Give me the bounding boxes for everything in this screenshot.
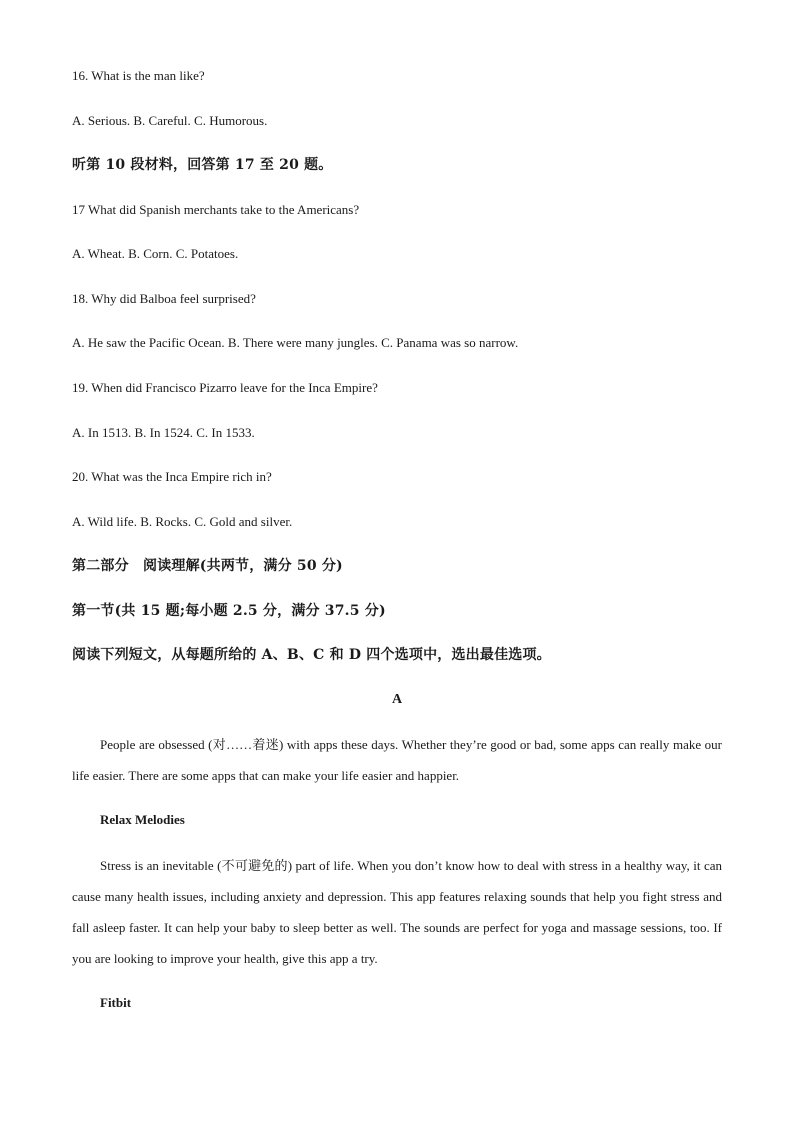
question-16-options: A. Serious. B. Careful. C. Humorous. [72, 113, 268, 128]
part-2-heading: 第二部分 阅读理解(共两节，满分 50 分) [72, 558, 343, 574]
question-16: 16. What is the man like? [72, 68, 205, 83]
relax-melodies-title: Relax Melodies [100, 812, 185, 827]
question-18-options: A. He saw the Pacific Ocean. B. There were many jungles. C. Panama was so narrow. [72, 335, 519, 350]
question-20: 20. What was the Inca Empire rich in? [72, 469, 272, 484]
relax-melodies-text: Stress is an inevitable (不可避免的) part of life. When you don’t know how to deal with stress in a healthy way, it can cause many health issues, including anxiety and depression. This app features relaxing sounds that help you fight stress and fall asleep faster. It can help your baby to sleep better as well. The sounds are perfect for yoga and massage sessions, too. If you are looking to improve your health, give this app a try. [72, 858, 722, 966]
section-1-heading: 第一节(共 15 题;每小题 2.5 分，满分 37.5 分) [72, 603, 386, 619]
question-20-options: A. Wild life. B. Rocks. C. Gold and silver. [72, 514, 293, 529]
question-18: 18. Why did Balboa feel surprised? [72, 291, 256, 306]
question-19-options: A. In 1513. B. In 1524. C. In 1533. [72, 425, 255, 440]
fitbit-title: Fitbit [100, 995, 132, 1010]
question-17: 17 What did Spanish merchants take to the Americans? [72, 202, 360, 217]
question-17-options: A. Wheat. B. Corn. C. Potatoes. [72, 246, 239, 261]
reading-instruction: 阅读下列短文，从每题所给的 A、B、C 和 D 四个选项中，选出最佳选项。 [72, 647, 551, 663]
passage-intro: People are obsessed (对……着迷) with apps these days. Whether they’re good or bad, some apps can really make our life easier. There are some apps that can make your life easier and happier. [72, 737, 722, 783]
question-19: 19. When did Francisco Pizarro leave for the Inca Empire? [72, 380, 378, 395]
section-10-heading: 听第 10 段材料，回答第 17 至 20 题。 [72, 157, 333, 173]
passage-label: A [391, 692, 403, 707]
